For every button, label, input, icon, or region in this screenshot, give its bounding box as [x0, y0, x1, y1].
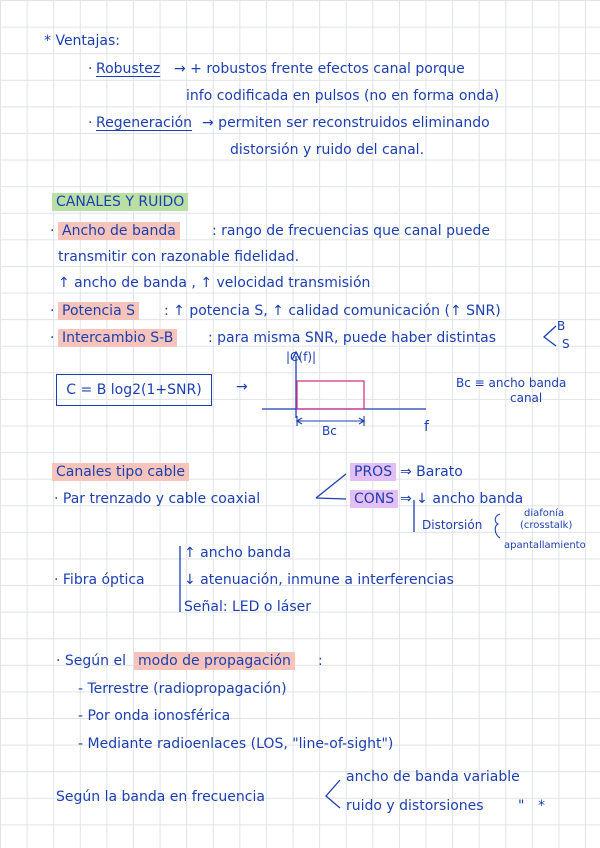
- bc-note-line2: canal: [510, 391, 543, 405]
- x-axis-label: f: [424, 419, 429, 435]
- propagacion-colon: :: [318, 653, 323, 669]
- modo-propagacion-label: modo de propagación: [134, 652, 295, 670]
- banda-intro: Según la banda en frecuencia: [56, 789, 265, 805]
- pros-cons-branch: [316, 474, 346, 499]
- cons-label: CONS: [350, 490, 398, 508]
- formula-arrow: →: [236, 379, 248, 395]
- regeneracion-bullet: ·: [88, 115, 93, 131]
- banda-brace: [326, 780, 340, 808]
- propagacion-item3: - Mediante radioenlaces (LOS, "line-of-sight"): [78, 736, 394, 752]
- fibra-line3: Señal: LED o láser: [184, 599, 312, 615]
- regeneracion-line2: distorsión y ruido del canal.: [230, 142, 425, 158]
- formula-sub: 2: [132, 382, 142, 398]
- ancho-line1: : rango de frecuencias que canal puede: [212, 223, 490, 239]
- canales-cable-title: Canales tipo cable: [52, 463, 189, 481]
- robustez-line1: → + robustos frente efectos canal porque: [174, 61, 465, 77]
- bandwidth-label: Bc: [322, 424, 337, 438]
- pros-label: PROS: [350, 463, 396, 481]
- robustez-line2: info codificada en pulsos (no en forma onda): [186, 88, 500, 104]
- distorsion-brace: [495, 514, 500, 538]
- ancho-line3: ↑ ancho de banda , ↑ velocidad transmisión: [58, 275, 371, 291]
- potencia-label: Potencia S: [58, 302, 139, 320]
- intercambio-bullet: ·: [50, 330, 55, 346]
- intercambio-b: B: [557, 319, 566, 333]
- cons-text2: Distorsión: [422, 518, 483, 532]
- apantallamiento: apantallamiento: [504, 540, 586, 551]
- cons-text1: ⇒ ↓ ancho banda: [400, 491, 524, 507]
- regeneracion-line1: → permiten ser reconstruidos eliminando: [202, 115, 490, 131]
- propagacion-intro: · Según el: [56, 653, 126, 669]
- banda-line2: ruido y distorsiones: [346, 798, 484, 814]
- par-trenzado: · Par trenzado y cable coaxial: [54, 491, 261, 507]
- ancho-label: Ancho de banda: [58, 222, 180, 240]
- banda-star: *: [538, 798, 545, 814]
- propagacion-item1: - Terrestre (radiopropagación): [78, 681, 287, 697]
- potencia-line: : ↑ potencia S, ↑ calidad comunicación (↑ SNR): [164, 303, 501, 319]
- formula-c: C = B log: [66, 382, 133, 398]
- bc-note-line1: Bc ≡ ancho banda: [456, 376, 567, 390]
- formula-rest: (1+SNR): [141, 382, 202, 398]
- bs-bracket: [544, 326, 556, 346]
- potencia-bullet: ·: [50, 303, 55, 319]
- intercambio-label: Intercambio S-B: [58, 329, 177, 347]
- diafonia: diafonía: [524, 508, 565, 519]
- fibra-optica: · Fibra óptica: [54, 572, 145, 588]
- banda-line1: ancho de banda variable: [346, 769, 520, 785]
- banda-ditto: ": [518, 798, 525, 814]
- fibra-line2: ↓ atenuación, inmune a interferencias: [184, 572, 454, 588]
- canales-ruido-title: CANALES Y RUIDO: [52, 193, 188, 211]
- robustez-bullet: ·: [88, 61, 93, 77]
- pros-text: ⇒ Barato: [400, 464, 463, 480]
- fibra-line1: ↑ ancho banda: [184, 545, 292, 561]
- y-axis-label: |C(f)|: [286, 350, 317, 364]
- intercambio-line: : para misma SNR, puede haber distintas: [208, 330, 497, 346]
- intercambio-s: S: [562, 337, 570, 351]
- robustez-label: Robustez: [96, 61, 161, 77]
- ancho-bullet: ·: [50, 223, 55, 239]
- ancho-line2: transmitir con razonable fidelidad.: [58, 249, 300, 265]
- crosstalk: (crosstalk): [520, 520, 573, 531]
- ventajas-title: * Ventajas:: [44, 33, 120, 49]
- regeneracion-label: Regeneración: [96, 115, 193, 131]
- diagram-band-rect: [297, 381, 364, 409]
- propagacion-item2: - Por onda ionosférica: [78, 708, 231, 724]
